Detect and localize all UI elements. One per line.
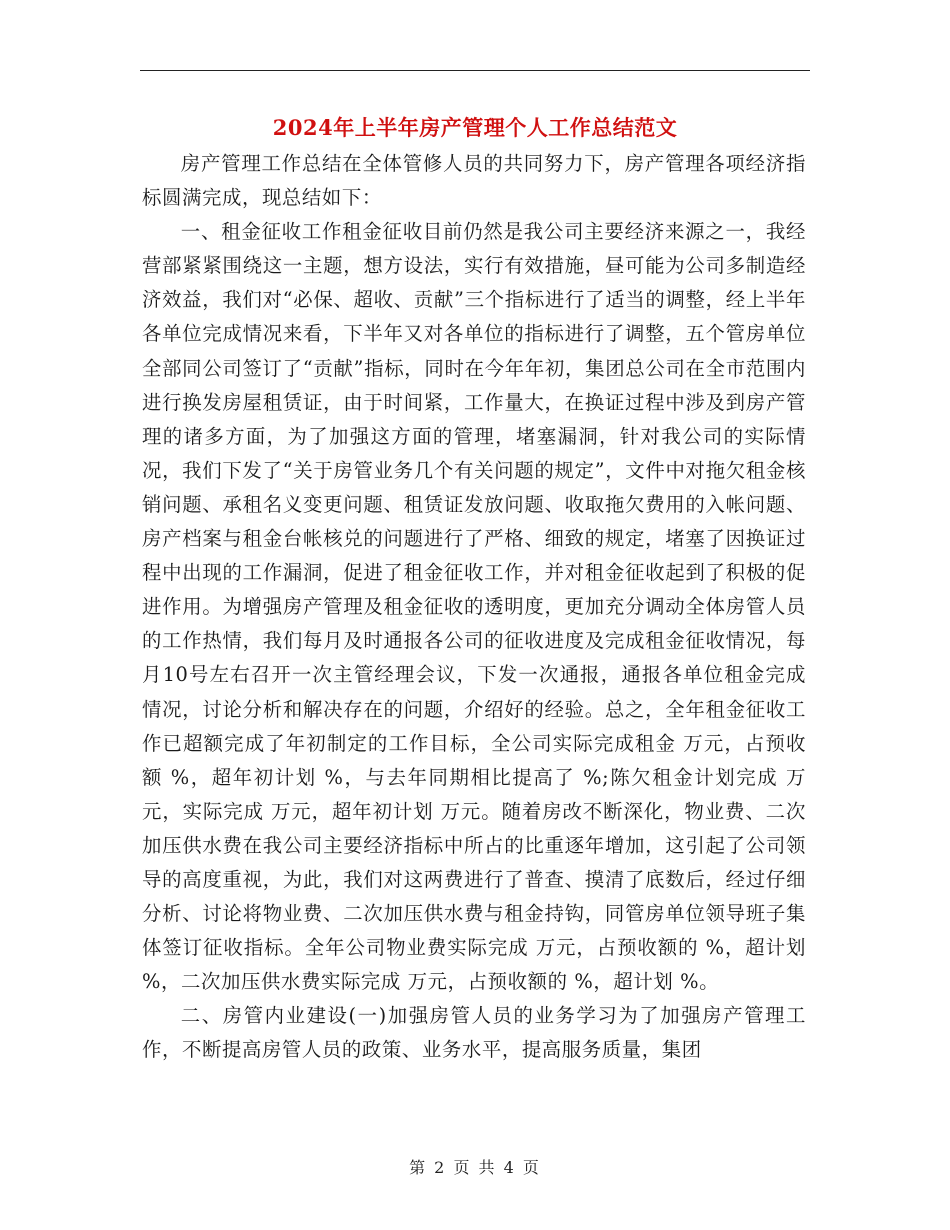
document-title: 2024年上半年房产管理个人工作总结范文	[272, 115, 678, 140]
paragraph-internal-construction: 二、房管内业建设(一)加强房管人员的业务学习为了加强房产管理工作，不断提高房管人员的政策、业务水平，提高服务质量，集团	[142, 1004, 806, 1062]
page-number: 第 2 页 共 4 页	[409, 1158, 541, 1177]
paragraph-intro: 房产管理工作总结在全体管修人员的共同努力下，房产管理各项经济指标圆满完成，现总结如下：	[142, 152, 806, 210]
header-rule	[140, 70, 810, 71]
document-body	[142, 147, 806, 1068]
paragraph-rent-collection: 一、租金征收工作租金征收目前仍然是我公司主要经济来源之一，我经营部紧紧围绕这一主题，想方设法，实行有效措施，昼可能为公司多制造经济效益，我们对“必保、超收、贡献”三个指标进行了适当的调整，经上半年各单位完成情况来看，下半年又对各单位的指标进行了调整，五个管房单位全部同公司签订了“贡献”指标，同时在今年年初，集团总公司在全市范围内进行换发房屋租赁证，由于时间紧，工作量大，在换证过程中涉及到房产管理的诸多方面，为了加强这方面的管理，堵塞漏洞，针对我公司的实际情况，我们下发了“关于房管业务几个有关问题的规定”，文件中对拖欠租金核销问题、承租名义变更问题、租赁证发放问题、收取拖欠费用的入帐问题、房产档案与租金台帐核兑的问题进行了严格、细致的规定，堵塞了因换证过程中出现的工作漏洞，促进了租金征收工作，并对租金征收起到了积极的促进作用。为增强房产管理及租金征收的透明度，更加充分调动全体房管人员的工作热情，我们每月及时通报各公司的征收进度及完成租金征收情况，每月10号左右召开一次主管经理会议，下发一次通报，通报各单位租金完成情况，讨论分析和解决存在的问题，介绍好的经验。总之，全年租金征收工作已超额完成了年初制定的工作目标，全公司实际完成租金 万元，占预收额 %，超年初计划 %，与去年同期相比提高了 %;陈欠租金计划完成 万元，实际完成 万元，超年初计划 万元。随着房改不断深化，物业费、二次加压供水费在我公司主要经济指标中所占的比重逐年增加，这引起了公司领导的高度重视，为此，我们对这两费进行了普查、摸清了底数后，经过仔细分析、讨论将物业费、二次加压供水费与租金持钩，同管房单位领导班子集体签订征收指标。全年公司物业费实际完成 万元，占预收额的 %，超计划 %，二次加压供水费实际完成 万元，占预收额的 %，超计划 %。	[142, 220, 806, 994]
